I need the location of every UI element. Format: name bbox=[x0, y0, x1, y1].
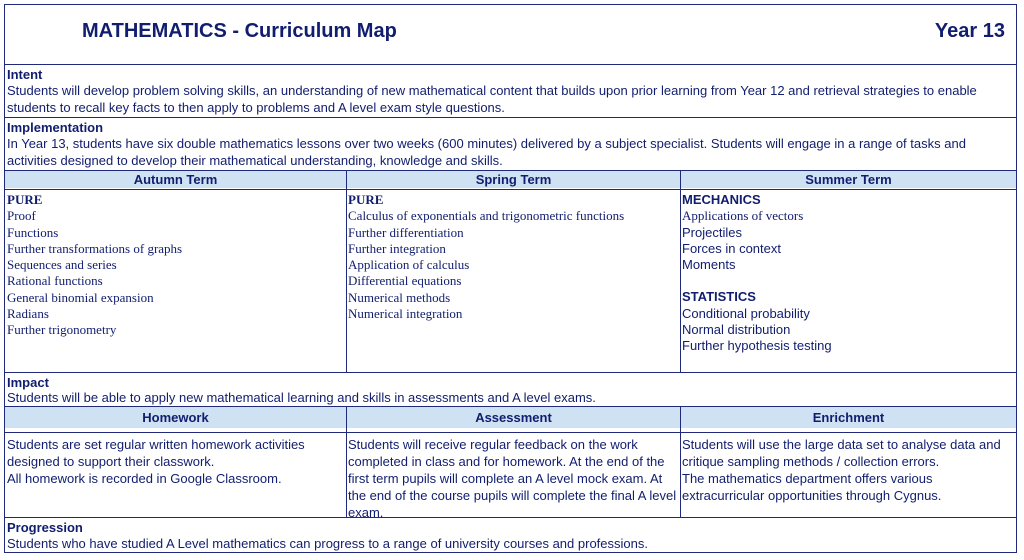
homework-text bbox=[7, 436, 337, 487]
divider bbox=[4, 432, 1017, 433]
progression-text: Students who have studied A Level mathematics can progress to a range of university courses and professions. bbox=[7, 536, 648, 551]
list-item: Sequences and series bbox=[7, 257, 117, 273]
intent-heading: Intent bbox=[7, 67, 43, 82]
homework-line: All homework is recorded in Google Classroom. bbox=[7, 471, 282, 486]
intent-text: Students will develop problem solving skills, an understanding of new mathematical content that builds upon prior learning from Year 12 and retrieval strategies to enable students to recall key facts to then apply to problems and A level exam style questions. bbox=[7, 83, 977, 115]
homework-heading: Homework bbox=[142, 410, 209, 425]
autumn-topic-list bbox=[7, 192, 343, 339]
spring-subheading: PURE bbox=[348, 192, 384, 207]
divider bbox=[4, 372, 1017, 373]
spacer bbox=[682, 273, 1014, 289]
list-item: Functions bbox=[7, 224, 59, 240]
assessment-text: Students will receive regular feedback on the work completed in class and for homework. At the end of the first term pupils will complete an A level mock exam. At the end of the course pupils will complete the final A level exam. bbox=[348, 437, 677, 520]
list-item: General binomial expansion bbox=[7, 289, 154, 305]
enrichment-line: Students will use the large data set to analyse data and critique sampling methods / collection errors. bbox=[682, 437, 1001, 469]
implementation-heading: Implementation bbox=[7, 120, 104, 135]
homework-line: Students are set regular written homework activities designed to support their classwork. bbox=[7, 437, 305, 469]
list-item: Rational functions bbox=[7, 273, 103, 289]
assessment-heading: Assessment bbox=[475, 410, 552, 425]
list-item: Conditional probability bbox=[682, 305, 810, 321]
summer-term-heading: Summer Term bbox=[805, 172, 892, 187]
progression-heading: Progression bbox=[7, 520, 83, 535]
list-item: Applications of vectors bbox=[682, 208, 804, 224]
list-item: Calculus of exponentials and trigonometric functions bbox=[348, 208, 625, 224]
impact-heading: Impact bbox=[7, 375, 49, 390]
autumn-subheading: PURE bbox=[7, 192, 43, 207]
column-divider bbox=[346, 406, 347, 517]
list-item: Forces in context bbox=[682, 240, 781, 256]
page-title: MATHEMATICS - Curriculum Map bbox=[82, 20, 397, 42]
divider bbox=[4, 189, 1017, 190]
summer-mechanics-subheading: MECHANICS bbox=[682, 192, 761, 207]
list-item: Numerical integration bbox=[348, 306, 463, 322]
list-item: Normal distribution bbox=[682, 322, 791, 338]
divider bbox=[4, 117, 1017, 118]
enrichment-line: The mathematics department offers various extracurricular opportunities through Cygnus. bbox=[682, 471, 942, 503]
column-divider bbox=[680, 406, 681, 517]
summer-topic-list bbox=[682, 192, 1014, 355]
list-item: Radians bbox=[7, 306, 49, 322]
impact-text: Students will be able to apply new mathematical learning and skills in assessments and A level exams. bbox=[7, 390, 596, 405]
autumn-term-heading: Autumn Term bbox=[133, 172, 218, 187]
divider bbox=[4, 64, 1017, 65]
list-item: Further hypothesis testing bbox=[682, 338, 832, 354]
column-divider bbox=[680, 170, 681, 372]
implementation-text: In Year 13, students have six double mathematics lessons over two weeks (600 minutes) delivered by a subject specialist. Students will engage in a range of tasks and activities designed to develop their mathematical understanding, knowledge and skills. bbox=[7, 136, 966, 168]
list-item: Moments bbox=[682, 257, 736, 273]
list-item: Projectiles bbox=[682, 224, 742, 240]
list-item: Differential equations bbox=[348, 273, 462, 289]
spring-term-heading: Spring Term bbox=[475, 172, 552, 187]
list-item: Further integration bbox=[348, 240, 446, 256]
list-item: Numerical methods bbox=[348, 289, 451, 305]
list-item: Further trigonometry bbox=[7, 322, 117, 338]
year-label: Year 13 bbox=[934, 20, 1005, 42]
spring-topic-list bbox=[348, 192, 678, 322]
enrichment-heading: Enrichment bbox=[812, 410, 885, 425]
column-divider bbox=[346, 170, 347, 372]
summer-statistics-subheading: STATISTICS bbox=[682, 289, 756, 305]
list-item: Further transformations of graphs bbox=[7, 240, 183, 256]
list-item: Proof bbox=[7, 208, 36, 224]
list-item: Application of calculus bbox=[348, 257, 470, 273]
enrichment-text bbox=[682, 436, 1016, 504]
list-item: Further differentiation bbox=[348, 224, 464, 240]
